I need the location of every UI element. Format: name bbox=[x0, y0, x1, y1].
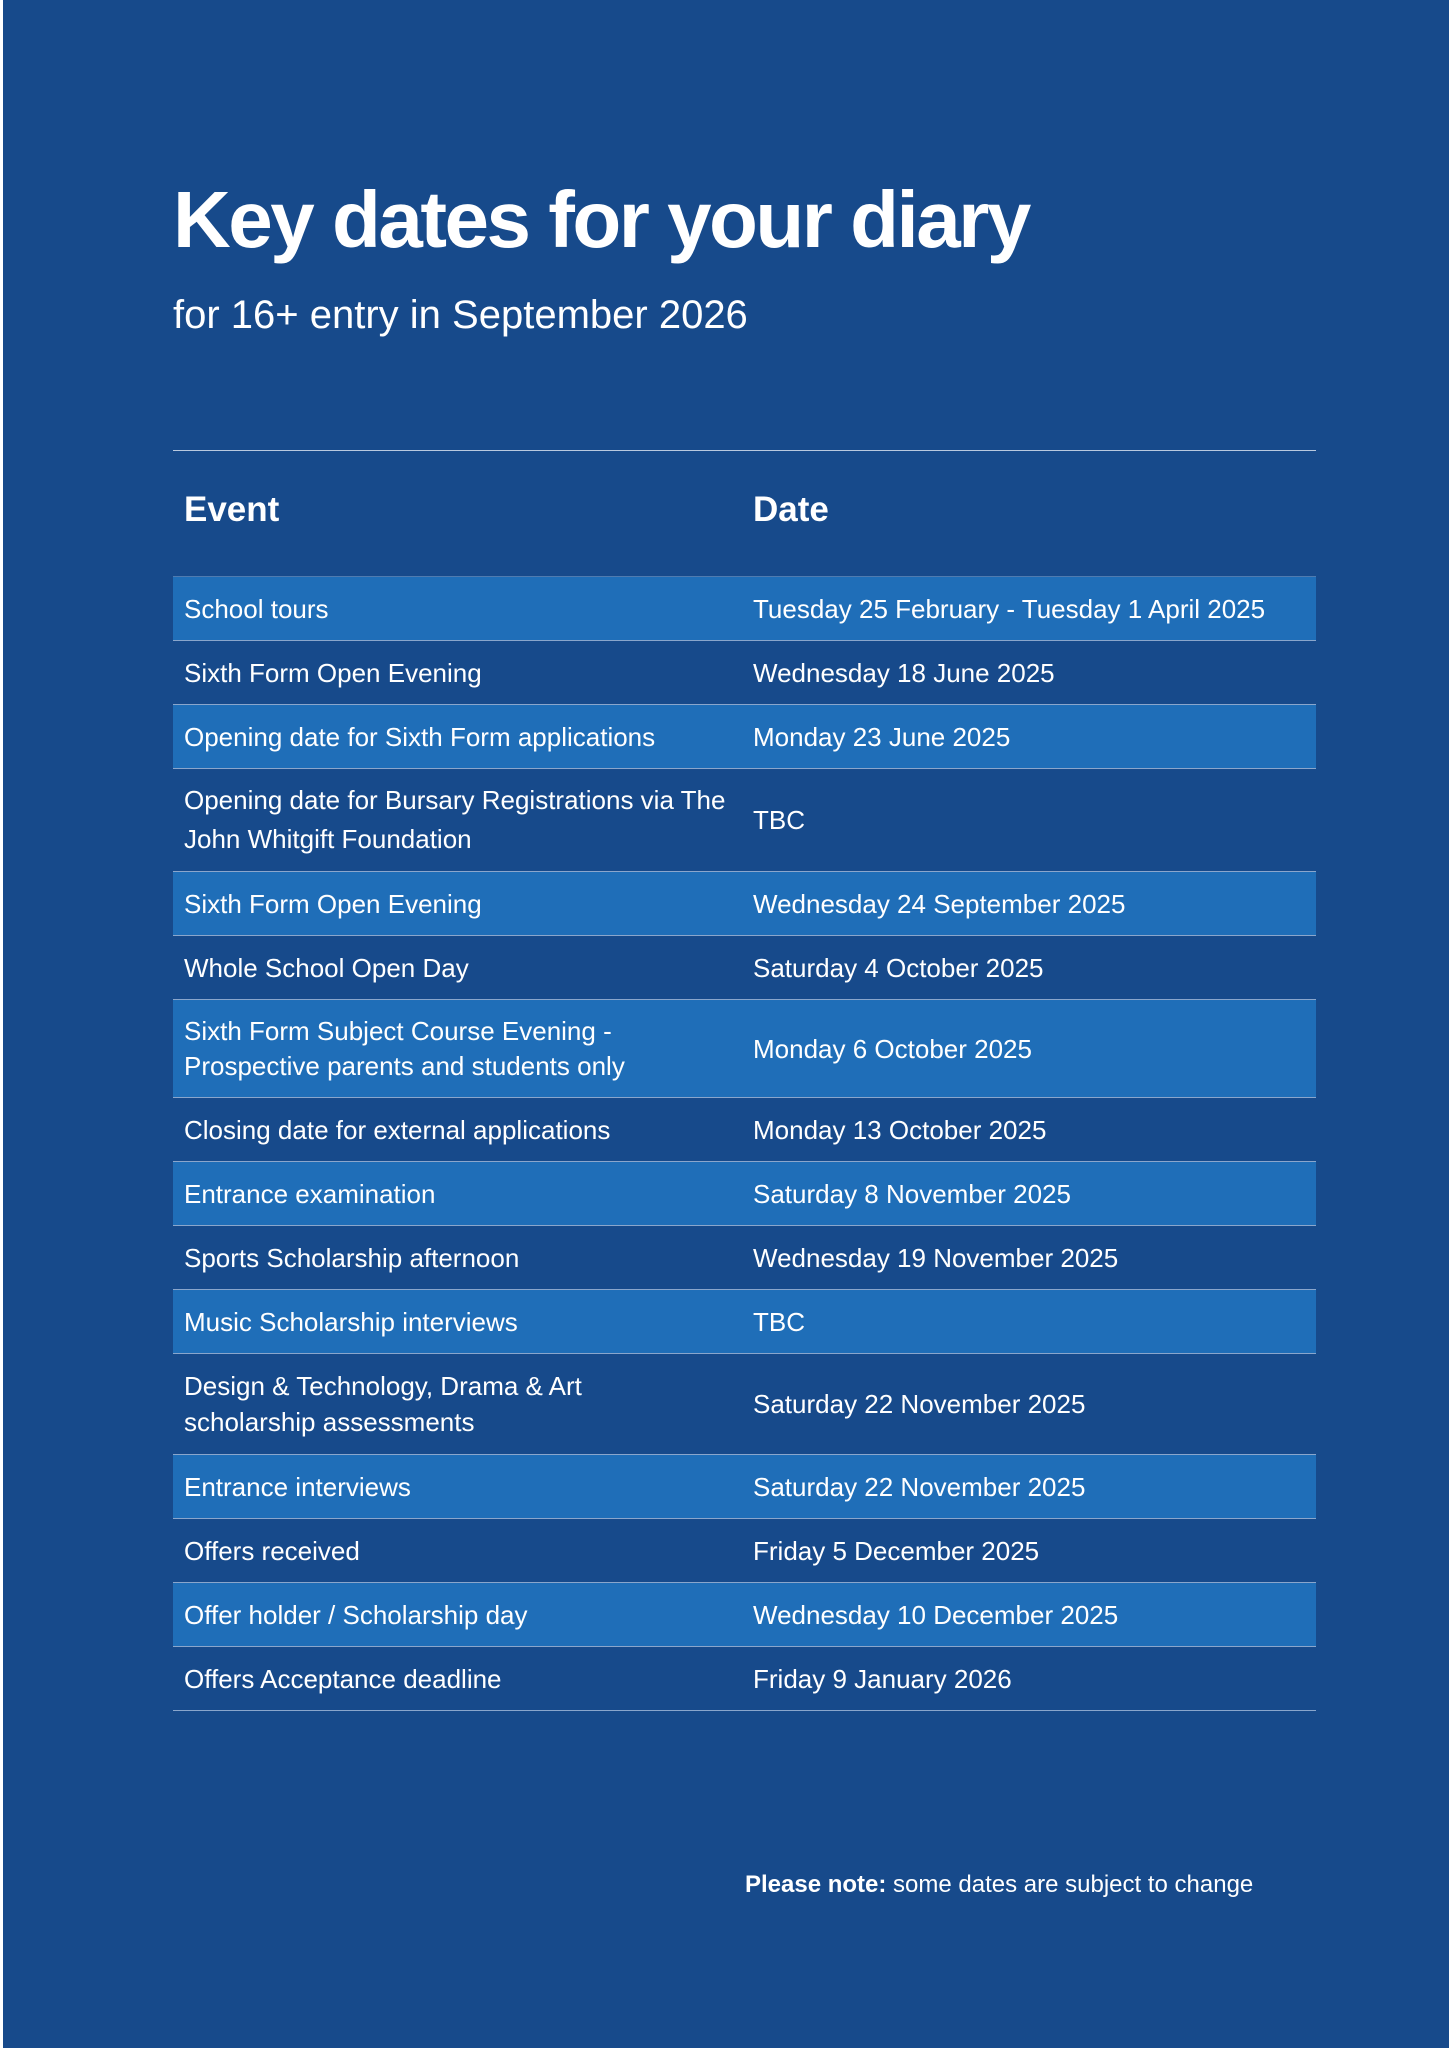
event-cell: Closing date for external applications bbox=[184, 1114, 611, 1145]
date-cell: Saturday 4 October 2025 bbox=[753, 952, 1044, 983]
date-cell: Friday 9 January 2026 bbox=[753, 1663, 1012, 1694]
page-title: Key dates for your diary bbox=[173, 175, 1029, 264]
date-cell: TBC bbox=[753, 1306, 805, 1337]
date-cell: Monday 23 June 2025 bbox=[753, 721, 1011, 752]
date-cell: Friday 5 December 2025 bbox=[753, 1535, 1040, 1566]
table-row bbox=[173, 1162, 1316, 1226]
date-cell: Tuesday 25 February - Tuesday 1 April 2025 bbox=[753, 593, 1266, 624]
table-row bbox=[173, 641, 1316, 705]
table-row bbox=[173, 1354, 1316, 1455]
date-cell: Wednesday 10 December 2025 bbox=[753, 1599, 1119, 1630]
table-row bbox=[173, 577, 1316, 641]
table-row bbox=[173, 1226, 1316, 1290]
column-header-event: Event bbox=[184, 490, 280, 529]
date-cell: Saturday 22 November 2025 bbox=[753, 1471, 1086, 1502]
table-row bbox=[173, 1647, 1316, 1711]
date-cell: Saturday 8 November 2025 bbox=[753, 1178, 1071, 1209]
date-cell: Wednesday 24 September 2025 bbox=[753, 888, 1126, 919]
column-header-date: Date bbox=[753, 490, 829, 529]
event-cell: Offers Acceptance deadline bbox=[184, 1663, 502, 1694]
date-cell: Monday 6 October 2025 bbox=[753, 1033, 1032, 1064]
table-row bbox=[173, 705, 1316, 769]
disclaimer-note bbox=[745, 1868, 1253, 1902]
table-row bbox=[173, 1583, 1316, 1647]
note-label: Please note: bbox=[745, 1871, 887, 1898]
event-cell: Sixth Form Open Evening bbox=[184, 888, 482, 919]
table-row bbox=[173, 1455, 1316, 1519]
event-cell: Entrance examination bbox=[184, 1178, 436, 1209]
table-row bbox=[173, 1519, 1316, 1583]
event-cell: Offer holder / Scholarship day bbox=[184, 1599, 528, 1630]
date-cell: Saturday 22 November 2025 bbox=[753, 1389, 1086, 1419]
date-cell: Monday 13 October 2025 bbox=[753, 1114, 1047, 1145]
table-row bbox=[173, 1098, 1316, 1162]
table-row bbox=[173, 1290, 1316, 1354]
date-cell: TBC bbox=[753, 805, 805, 835]
event-cell: School tours bbox=[184, 593, 329, 624]
date-cell: Wednesday 19 November 2025 bbox=[753, 1242, 1119, 1273]
event-cell: Design & Technology, Drama & Art scholarship assessments bbox=[184, 1371, 582, 1437]
table-header bbox=[173, 451, 1316, 577]
event-cell: Offers received bbox=[184, 1535, 360, 1566]
table-row bbox=[173, 1000, 1316, 1098]
table-row bbox=[173, 872, 1316, 936]
event-cell: Entrance interviews bbox=[184, 1471, 411, 1502]
table-row bbox=[173, 936, 1316, 1000]
note-text: some dates are subject to change bbox=[886, 1871, 1254, 1898]
table-row bbox=[173, 769, 1316, 872]
event-cell: Whole School Open Day bbox=[184, 952, 469, 983]
event-cell: Music Scholarship interviews bbox=[184, 1306, 518, 1337]
key-dates-page bbox=[3, 0, 1449, 2048]
event-cell: Sports Scholarship afternoon bbox=[184, 1242, 520, 1273]
event-cell: Opening date for Sixth Form applications bbox=[184, 721, 656, 752]
event-cell: Sixth Form Open Evening bbox=[184, 657, 482, 688]
event-cell: Opening date for Bursary Registrations via The John Whitgift Foundation bbox=[184, 785, 726, 854]
key-dates-table bbox=[173, 450, 1316, 1711]
date-cell: Wednesday 18 June 2025 bbox=[753, 657, 1055, 688]
event-cell: Sixth Form Subject Course Evening - Prospective parents and students only bbox=[184, 1015, 625, 1081]
page-subtitle: for 16+ entry in September 2026 bbox=[173, 293, 748, 337]
